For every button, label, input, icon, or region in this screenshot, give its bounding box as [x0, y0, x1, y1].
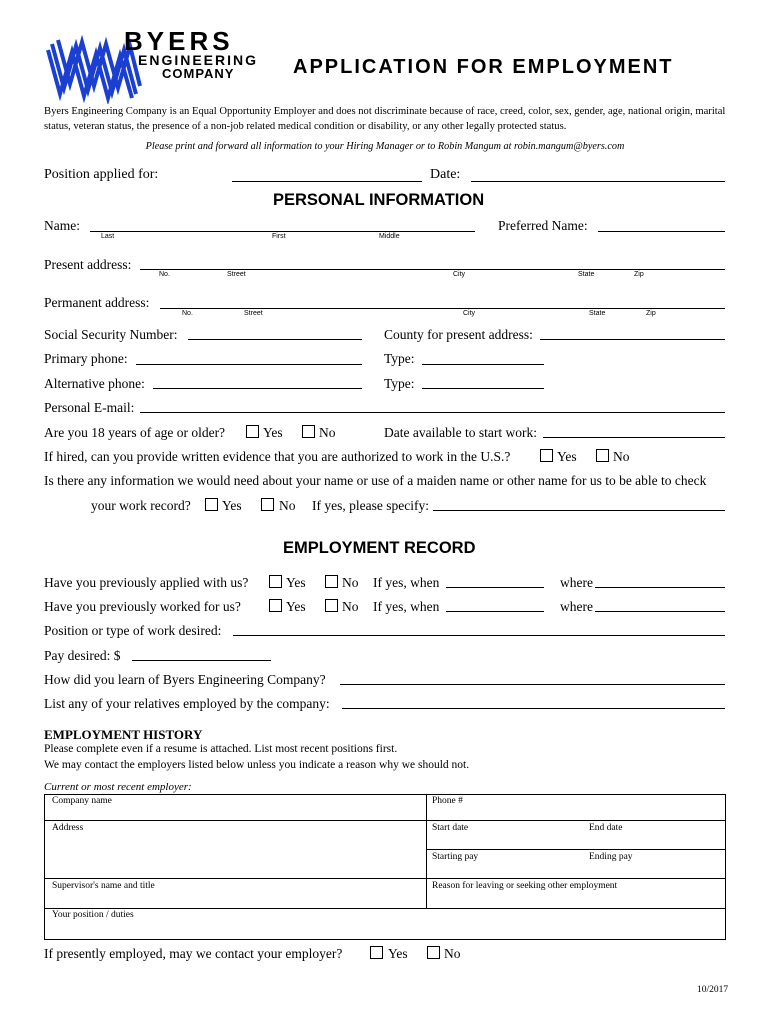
- duties-cell[interactable]: [44, 908, 726, 940]
- permanent-address-field[interactable]: [160, 308, 725, 309]
- applied-when-field[interactable]: [446, 587, 544, 588]
- position-desired-field[interactable]: [233, 635, 725, 636]
- employer-table: [44, 794, 726, 940]
- present-sub-state: State: [578, 271, 595, 278]
- specify-label: If yes, please specify:: [312, 498, 429, 513]
- applied-no-checkbox[interactable]: [325, 575, 338, 588]
- primary-phone-label: Primary phone:: [44, 351, 128, 366]
- work-record-yes-checkbox[interactable]: [205, 498, 218, 511]
- applied-question: Have you previously applied with us?: [44, 575, 249, 590]
- instruction-text: Please print and forward all information to your Hiring Manager or to Robin Mangum at robin.mangum@byers.com: [145, 141, 625, 152]
- employment-history-heading: EMPLOYMENT HISTORY: [44, 727, 203, 742]
- primary-phone-field[interactable]: [136, 364, 362, 365]
- age-no-label: No: [319, 425, 336, 440]
- authorized-question: If hired, can you provide written evidence that you are authorized to work in the U.S.?: [44, 449, 511, 464]
- start-date-cell[interactable]: [426, 820, 726, 850]
- permanent-sub-zip: Zip: [646, 310, 656, 317]
- history-instruction-2: We may contact the employers listed below unless you indicate a reason why we should not.: [44, 759, 470, 771]
- logo-byers-text: BYERS: [124, 26, 234, 56]
- address-label: Address: [52, 823, 84, 833]
- worked-yes-label: Yes: [286, 599, 306, 614]
- contact-employer-question: If presently employed, may we contact your employer?: [44, 946, 343, 961]
- maiden-name-question: Is there any information we would need about your name or use of a maiden name or other name for us to be able to check: [44, 473, 707, 488]
- logo-company-text: COMPANY: [162, 66, 235, 81]
- applied-yes-label: Yes: [286, 575, 306, 590]
- contact-yes-checkbox[interactable]: [370, 946, 383, 959]
- work-record-label: your work record?: [91, 498, 191, 513]
- ssn-label: Social Security Number:: [44, 327, 178, 342]
- email-label: Personal E-mail:: [44, 400, 135, 415]
- present-address-label: Present address:: [44, 257, 132, 272]
- present-sub-city: City: [453, 271, 466, 278]
- email-field[interactable]: [140, 412, 725, 413]
- applied-where-field[interactable]: [595, 587, 725, 588]
- authorized-yes-checkbox[interactable]: [540, 449, 553, 462]
- page-title: APPLICATION FOR EMPLOYMENT: [293, 56, 674, 78]
- relatives-field[interactable]: [342, 708, 725, 709]
- starting-pay-label: Starting pay: [432, 852, 479, 862]
- present-sub-zip: Zip: [634, 271, 644, 278]
- history-instruction-1: Please complete even if a resume is attached. List most recent positions first.: [44, 743, 398, 755]
- learn-field[interactable]: [340, 684, 725, 685]
- date-available-label: Date available to start work:: [384, 425, 537, 440]
- phone-label: Phone #: [432, 796, 463, 806]
- worked-when-field[interactable]: [446, 611, 544, 612]
- county-field[interactable]: [540, 339, 725, 340]
- supervisor-label: Supervisor's name and title: [52, 881, 155, 891]
- worked-where-field[interactable]: [595, 611, 725, 612]
- present-sub-street: Street: [227, 271, 246, 278]
- company-name-label: Company name: [52, 796, 112, 806]
- age-yes-label: Yes: [263, 425, 283, 440]
- permanent-sub-state: State: [589, 310, 606, 317]
- relatives-label: List any of your relatives employed by the company:: [44, 696, 330, 711]
- date-available-field[interactable]: [543, 437, 725, 438]
- authorized-yes-label: Yes: [557, 449, 577, 464]
- eeo-statement: Byers Engineering Company is an Equal Opportunity Employer and does not discriminate because of race, creed, color, sex, gender, age, national origin, marital status, veteran status, the presence of a non-job related medical condition or disability, or any other legally protected status.: [44, 106, 726, 132]
- ssn-field[interactable]: [188, 339, 362, 340]
- worked-no-label: No: [342, 599, 359, 614]
- contact-no-label: No: [444, 946, 461, 961]
- alt-type-field[interactable]: [422, 388, 544, 389]
- permanent-address-label: Permanent address:: [44, 295, 150, 310]
- specify-field[interactable]: [433, 510, 725, 511]
- name-field[interactable]: [90, 231, 475, 232]
- employment-record-heading: EMPLOYMENT RECORD: [283, 539, 476, 557]
- worked-no-checkbox[interactable]: [325, 599, 338, 612]
- worked-question: Have you previously worked for us?: [44, 599, 241, 614]
- permanent-sub-no: No.: [182, 310, 193, 317]
- applied-when-label: If yes, when: [373, 575, 440, 590]
- current-employer-label: Current or most recent employer:: [44, 781, 192, 793]
- name-sub-first: First: [272, 233, 286, 240]
- present-address-field[interactable]: [140, 269, 725, 270]
- contact-no-checkbox[interactable]: [427, 946, 440, 959]
- age-no-checkbox[interactable]: [302, 425, 315, 438]
- work-record-no-label: No: [279, 498, 296, 513]
- duties-label: Your position / duties: [52, 910, 134, 920]
- authorized-no-checkbox[interactable]: [596, 449, 609, 462]
- phone-cell[interactable]: [426, 794, 726, 821]
- name-sub-middle: Middle: [379, 233, 400, 240]
- position-applied-label: Position applied for:: [44, 167, 159, 182]
- applied-where-label: where: [560, 575, 593, 590]
- applied-yes-checkbox[interactable]: [269, 575, 282, 588]
- primary-type-label: Type:: [384, 351, 415, 366]
- reason-label: Reason for leaving or seeking other employment: [432, 881, 618, 891]
- ending-pay-label: Ending pay: [589, 852, 633, 862]
- age-question: Are you 18 years of age or older?: [44, 425, 226, 440]
- worked-where-label: where: [560, 599, 593, 614]
- date-field[interactable]: [471, 181, 725, 182]
- pay-desired-field[interactable]: [132, 660, 271, 661]
- preferred-name-field[interactable]: [598, 231, 725, 232]
- position-desired-label: Position or type of work desired:: [44, 623, 222, 638]
- present-sub-no: No.: [159, 271, 170, 278]
- permanent-sub-street: Street: [244, 310, 263, 317]
- start-date-label: Start date: [432, 823, 469, 833]
- address-cell[interactable]: [44, 820, 427, 879]
- age-yes-checkbox[interactable]: [246, 425, 259, 438]
- work-record-yes-label: Yes: [222, 498, 242, 513]
- name-sub-last: Last: [101, 233, 115, 240]
- work-record-no-checkbox[interactable]: [261, 498, 274, 511]
- footer-revision-date: 10/2017: [697, 985, 729, 995]
- authorized-no-label: No: [613, 449, 630, 464]
- county-label: County for present address:: [384, 327, 533, 342]
- logo-engineering-text: ENGINEERING: [138, 52, 259, 68]
- permanent-sub-city: City: [463, 310, 476, 317]
- learn-label: How did you learn of Byers Engineering Company?: [44, 672, 326, 687]
- company-logo: [44, 26, 259, 104]
- pay-desired-label: Pay desired: $: [44, 648, 121, 663]
- personal-info-heading: PERSONAL INFORMATION: [273, 191, 485, 209]
- date-label: Date:: [430, 167, 461, 182]
- worked-yes-checkbox[interactable]: [269, 599, 282, 612]
- end-date-label: End date: [589, 823, 623, 833]
- contact-yes-label: Yes: [388, 946, 408, 961]
- primary-type-field[interactable]: [422, 364, 544, 365]
- alt-phone-label: Alternative phone:: [44, 376, 145, 391]
- name-label: Name:: [44, 218, 80, 233]
- position-applied-field[interactable]: [232, 181, 422, 182]
- worked-when-label: If yes, when: [373, 599, 440, 614]
- preferred-name-label: Preferred Name:: [498, 218, 588, 233]
- alt-type-label: Type:: [384, 376, 415, 391]
- applied-no-label: No: [342, 575, 359, 590]
- alt-phone-field[interactable]: [153, 388, 362, 389]
